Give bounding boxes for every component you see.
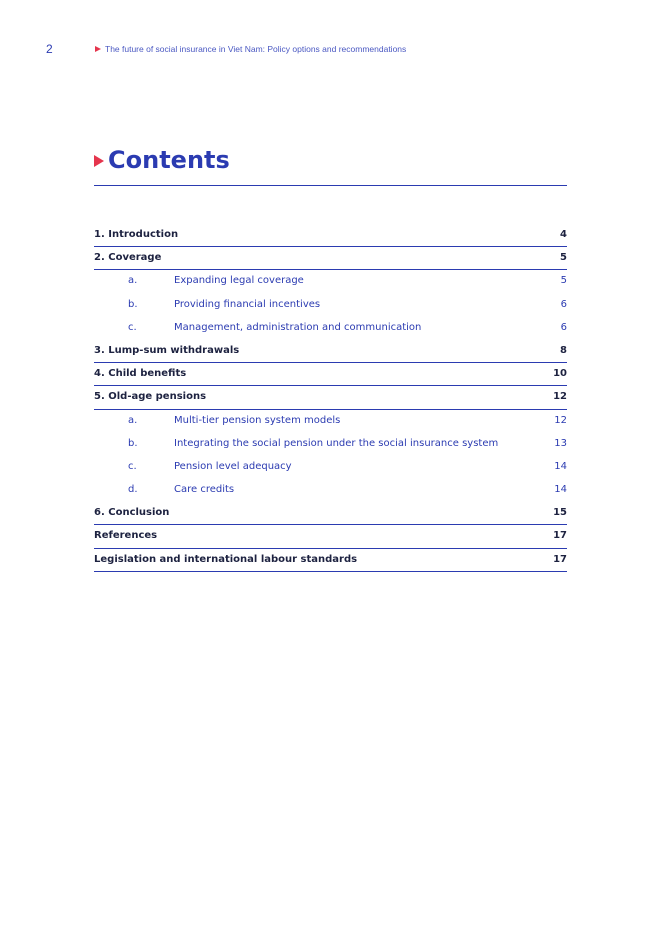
toc-subentry-label: Multi-tier pension system models <box>174 414 341 426</box>
toc-entry-label: 2. Coverage <box>94 252 162 264</box>
toc-subentry-letter: b. <box>128 437 138 449</box>
toc-subentry[interactable] <box>94 479 567 502</box>
toc-entry-label: References <box>94 530 158 542</box>
toc-entry-label: 1. Introduction <box>94 229 179 240</box>
page-title <box>94 146 230 174</box>
toc-subentry-page: 14 <box>554 484 567 496</box>
toc-entry-page: 17 <box>553 530 567 542</box>
toc-subentry-page: 6 <box>560 321 567 333</box>
toc-entry[interactable] <box>94 340 567 363</box>
toc-subentry-letter: a. <box>128 275 138 287</box>
toc-subentry-page: 13 <box>554 437 567 449</box>
toc-entry[interactable] <box>94 525 567 548</box>
toc-subentry-letter: b. <box>128 298 138 310</box>
toc-entry[interactable] <box>94 247 567 270</box>
toc-entry-page: 17 <box>553 553 567 565</box>
toc-entry-page: 12 <box>553 391 567 403</box>
toc-entry-page: 8 <box>560 344 567 356</box>
toc-subentry-label: Pension level adequacy <box>174 460 292 472</box>
toc-entry-label: 3. Lump-sum withdrawals <box>94 344 240 356</box>
page-number: 2 <box>46 42 53 56</box>
title-divider <box>94 185 567 186</box>
toc-entry-page: 15 <box>553 507 567 519</box>
toc-subentry-label: Care credits <box>174 484 235 496</box>
triangle-marker-icon <box>95 46 101 52</box>
toc-entry-label: Legislation and international labour standards <box>94 553 358 565</box>
page-title-text: Contents <box>108 146 230 174</box>
toc-entry[interactable] <box>94 224 567 247</box>
toc-entry[interactable] <box>94 363 567 386</box>
toc-subentry-letter: d. <box>128 484 138 496</box>
toc-subentry-letter: a. <box>128 414 138 426</box>
toc-subentry-letter: c. <box>128 321 137 333</box>
toc-subentry-label: Management, administration and communication <box>174 321 422 333</box>
toc-entry-page: 5 <box>560 252 567 264</box>
toc-entry[interactable] <box>94 549 567 572</box>
toc-subentry-page: 6 <box>560 298 567 310</box>
toc-entry-label: 5. Old-age pensions <box>94 391 207 403</box>
toc-entry[interactable] <box>94 386 567 409</box>
toc-entry[interactable] <box>94 502 567 525</box>
toc-subentry-label: Providing financial incentives <box>174 298 321 310</box>
toc-entry-label: 6. Conclusion <box>94 507 170 519</box>
toc-subentry[interactable] <box>94 294 567 317</box>
toc-subentry[interactable] <box>94 456 567 479</box>
toc-subentry[interactable] <box>94 433 567 456</box>
toc-entry-label: 4. Child benefits <box>94 368 187 380</box>
toc-subentry-label: Expanding legal coverage <box>174 275 304 287</box>
toc-entry-page: 4 <box>560 229 567 240</box>
toc-subentry-letter: c. <box>128 460 137 472</box>
toc-subentry[interactable] <box>94 270 567 293</box>
toc-subentry-page: 14 <box>554 460 567 472</box>
toc-subentry-page: 12 <box>554 414 567 426</box>
triangle-marker-icon <box>94 155 104 167</box>
toc-subentry[interactable] <box>94 410 567 433</box>
running-header <box>95 44 406 54</box>
toc-subentry[interactable] <box>94 317 567 340</box>
running-header-text: The future of social insurance in Viet Nam: Policy options and recommendations <box>105 44 407 54</box>
toc-subentry-label: Integrating the social pension under the social insurance system <box>174 437 499 449</box>
toc-subentry-page: 5 <box>560 275 567 287</box>
table-of-contents <box>94 224 567 572</box>
toc-entry-page: 10 <box>553 368 567 380</box>
